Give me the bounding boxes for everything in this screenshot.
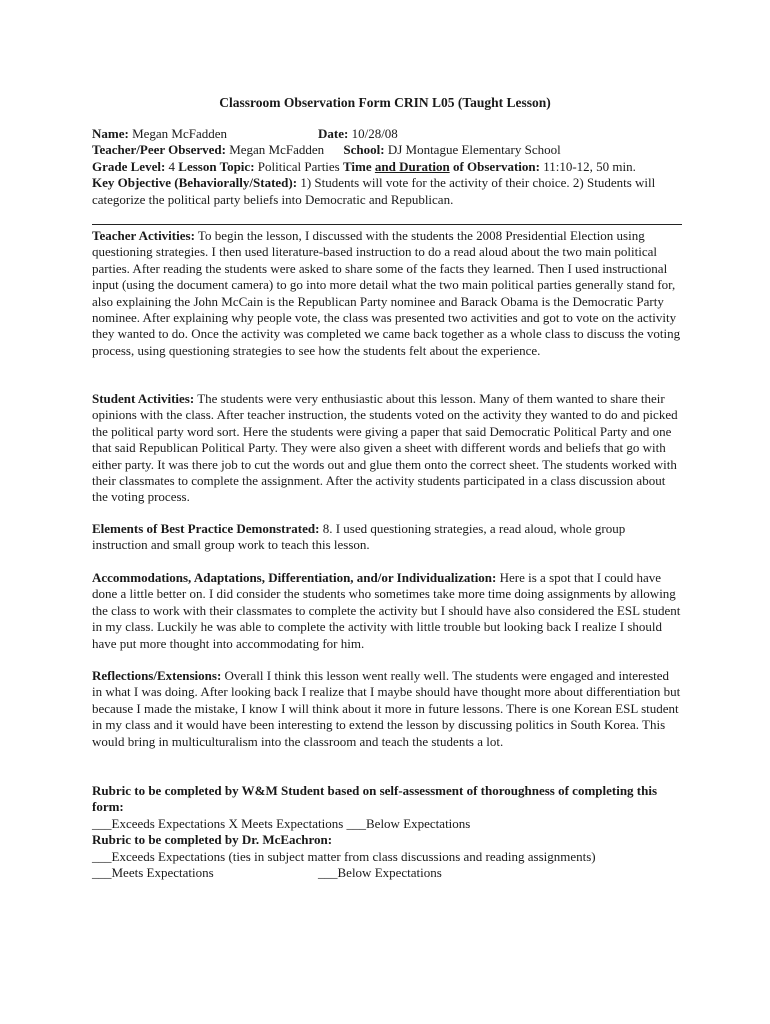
best-practice-text: 8. I used questioning strategies, a read aloud, whole group instruction and small group work to teach this lesson. <box>92 521 626 553</box>
time-label-part1: Time <box>343 158 372 174</box>
student-activities-label: Student Activities: <box>92 391 195 406</box>
student-rubric-heading <box>92 783 682 816</box>
best-practice-section <box>92 521 682 554</box>
teacher-activities-label: Teacher Activities: <box>92 228 195 243</box>
accommodations-label: Accommodations, Adaptations, Differentiation, and/or Individualization: <box>92 570 497 585</box>
name-date-row <box>92 126 682 142</box>
objective-label: Key Objective (Behaviorally/Stated): <box>92 175 298 191</box>
form-header <box>92 126 682 208</box>
observer-label: Teacher/Peer Observed: <box>92 142 226 158</box>
best-practice-label: Elements of Best Practice Demonstrated: <box>92 521 320 536</box>
form-title: Classroom Observation Form CRIN L05 (Taught Lesson) <box>219 95 551 110</box>
objective-value: 1) Students will vote for the activity of their choice. 2) Students will categorize the political party beliefs into Democratic and Republican. <box>92 175 656 207</box>
faculty-rubric-below: ___Below Expectations <box>318 864 442 880</box>
student-rubric-heading-text: Rubric to be completed by W&M Student based on self-assessment of thoroughness of completing this form: <box>92 783 658 815</box>
accommodations-section <box>92 570 682 652</box>
faculty-rubric-meets-below-row <box>92 865 682 881</box>
faculty-rubric-exceeds: ___Exceeds Expectations (ties in subject matter from class discussions and reading assignments) <box>92 848 596 864</box>
student-activities-text: The students were very enthusiastic about this lesson. Many of them wanted to share their opinions with the class. After teacher instruction, the students voted on the activity they wanted to do and picked the political party word sort. Here the students were giving a paper that said Democratic Political Party and one that said Republican Political Party. They were also given a sheet with different words and beliefs that go with either party. It was there job to cut the words out and glue them onto the correct sheet. The students worked with their classmates to complete the assignment. After the activity students participated in a class discussion about the voting process. <box>92 391 678 505</box>
time-label-part2: and Duration <box>374 158 450 174</box>
grade-value: 4 <box>168 158 176 174</box>
topic-value: Political Parties <box>257 158 340 174</box>
student-activities-section <box>92 391 682 506</box>
teacher-activities-text: To begin the lesson, I discussed with the students the 2008 Presidential Election using questioning strategies. I then used literature-based instruction to do a read aloud about the two main political parties. After reading the students were asked to share some of the facts they learned. Then I used instructional input (using the document camera) to go into more detail what the two main political parties generally stand for, also explaining the John McCain is the Republican Party nominee and Barack Obama is the Democratic Party nominee. After explaining why people vote, the class was presented two activities and got to vote on the activity they wanted to do. Once the activity was completed we came back together as a whole class to discuss the voting process, using questioning strategies to see how the students felt about the experience. <box>92 228 681 358</box>
school-value: DJ Montague Elementary School <box>387 142 561 158</box>
reflections-section <box>92 668 682 750</box>
observer-school-row <box>92 142 682 158</box>
student-rubric-options: ___Exceeds Expectations X Meets Expectations ___Below Expectations <box>92 815 471 831</box>
date-label: Date: <box>318 126 349 141</box>
rubric-section <box>92 783 682 881</box>
school-group <box>343 142 560 158</box>
school-label: School: <box>343 142 385 158</box>
teacher-activities-section <box>92 228 682 359</box>
grade-topic-time-row <box>92 159 682 175</box>
reflections-label: Reflections/Extensions: <box>92 668 222 683</box>
date-group <box>318 126 398 142</box>
topic-label: Lesson Topic: <box>178 158 255 174</box>
faculty-rubric-heading-text: Rubric to be completed by Dr. McEachron: <box>92 832 333 848</box>
accommodations-text: Here is a spot that I could have done a little better on. I did consider the students who sometimes take more time doing assignments by allowing the class to work with their classmates to complete the activity but I should have also considered the ESL student in my class. Luckily he was able to complete the activity with little trouble but looking back I realize I should have put more thought into accommodating for him. <box>92 570 681 651</box>
header-divider <box>92 224 682 225</box>
key-objective <box>92 175 682 208</box>
name-value: Megan McFadden <box>132 126 228 141</box>
faculty-rubric-meets: ___Meets Expectations <box>92 864 214 880</box>
name-label: Name: <box>92 126 129 141</box>
time-label-part3: of Observation: <box>452 158 540 174</box>
faculty-rubric-heading <box>92 832 682 848</box>
time-value: 11:10-12, 50 min. <box>543 158 636 174</box>
time-label <box>343 159 540 174</box>
observer-value: Megan McFadden <box>229 142 325 158</box>
date-value: 10/28/08 <box>351 126 398 141</box>
grade-label: Grade Level: <box>92 158 166 174</box>
reflections-text: Overall I think this lesson went really well. The students were engaged and interested in what I was doing. After looking back I realize that I maybe should have thought more about differentiation but because I made the mistake, I know I will think about it more in future lessons. There is one Korean ESL student in my class and it would have been interesting to extend the lesson by discussing politics in South Korea. This would bring in multiculturalism into the classroom and teach the students a lot. <box>92 668 681 749</box>
